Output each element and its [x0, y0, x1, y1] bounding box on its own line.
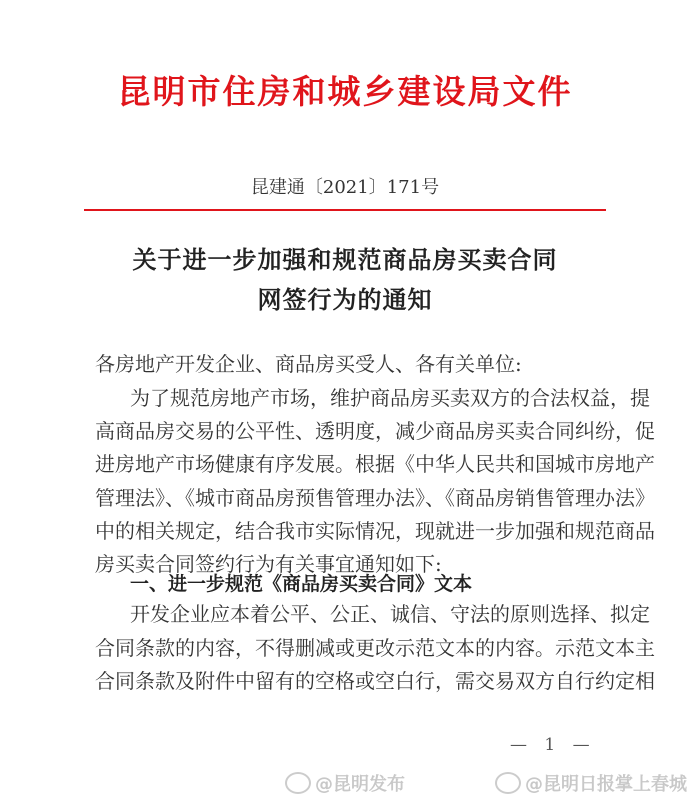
- weibo-icon: [285, 772, 311, 794]
- watermark: [285, 770, 405, 796]
- paragraph-line: 房买卖合同签约行为有关事宜通知如下:: [95, 552, 442, 576]
- section-heading: 一、进一步规范《商品房买卖合同》文本: [130, 573, 473, 595]
- notice-title-line-2: 网签行为的通知: [257, 285, 433, 314]
- paragraph-line: 开发企业应本着公平、公正、诚信、守法的原则选择、拟定: [130, 602, 650, 626]
- salutation: 各房地产开发企业、商品房买受人、各有关单位:: [95, 352, 522, 376]
- paragraph-line: 高商品房交易的公平性、透明度，减少商品房买卖合同纠纷，促: [95, 419, 655, 443]
- watermark-text: @昆明日报掌上春城: [525, 774, 687, 795]
- paragraph-line: 为了规范房地产市场，维护商品房买卖双方的合法权益，提: [130, 386, 650, 410]
- paragraph-line: 合同条款及附件中留有的空格或空白行，需交易双方自行约定相: [95, 669, 655, 693]
- paragraph-line: 进房地产市场健康有序发展。根据《中华人民共和国城市房地产: [95, 452, 655, 476]
- paragraph-line: 合同条款的内容，不得删减或更改示范文本的内容。示范文本主: [95, 636, 655, 660]
- page-number: — 1 —: [510, 735, 596, 755]
- watermark-text: @昆明发布: [315, 774, 405, 795]
- document-number: 昆建通〔2021〕171号: [250, 177, 440, 198]
- watermark: [495, 770, 687, 796]
- paragraph-line: 管理法》、《城市商品房预售管理办法》、《商品房销售管理办法》: [95, 486, 655, 510]
- red-divider: [84, 209, 606, 211]
- weibo-icon: [495, 772, 521, 794]
- agency-header: 昆明市住房和城乡建设局文件: [117, 72, 573, 111]
- notice-title-line-1: 关于进一步加强和规范商品房买卖合同: [132, 245, 558, 274]
- paragraph-line: 中的相关规定，结合我市实际情况，现就进一步加强和规范商品: [95, 519, 655, 543]
